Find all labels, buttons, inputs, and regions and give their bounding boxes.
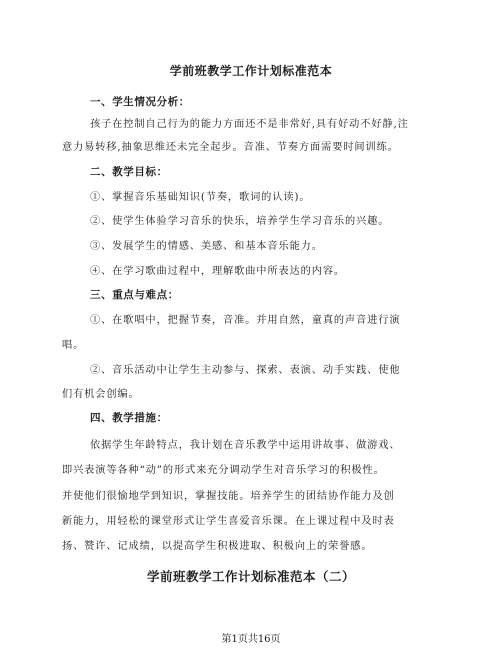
list-item: ①、在歌唱中，把握节奏，音准。并用自然，童真的声音进行演	[90, 315, 401, 326]
list-item-continuation: 唱。	[62, 340, 85, 351]
section-heading-key-points: 三、重点与难点：	[90, 289, 179, 301]
paragraph-line: 孩子在控制自己行为的能力方面还不是非常好,具有好动不好静,注	[90, 119, 409, 130]
paragraph-line: 并使他们很愉地学到知识，掌握技能。培养学生的团结协作能力及创	[62, 491, 395, 502]
section-heading-teaching-measures: 四、教学措施：	[90, 412, 168, 424]
page-number-footer: 第1页共16页	[221, 634, 281, 645]
paragraph-line: 扬、赞许、记成绩，以提高学生积极进取、积极向上的荣誉感。	[62, 541, 373, 552]
list-item: ①、掌握音乐基础知识(节奏，歌词的认读)。	[90, 192, 311, 203]
list-item: ④、在学习歌曲过程中，理解歌曲中所表达的内容。	[90, 266, 346, 277]
list-item: ②、使学生体验学习音乐的快乐，培养学生学习音乐的兴趣。	[90, 216, 390, 227]
paragraph-line: 即兴表演等各种“动”的形式来充分调动学生对音乐学习的积极性。	[62, 465, 385, 476]
paragraph-line: 意力易转移,抽象思维还未完全起步。音准、节奏方面需要时间训练。	[62, 142, 399, 153]
paragraph-line: 新能力，用轻松的课堂形式让学生喜爱音乐课。在上课过程中及时表	[62, 516, 395, 527]
section-heading-student-analysis: 一、学生情况分析：	[90, 96, 190, 108]
next-section-title: 学前班教学工作计划标准范本（二）	[146, 569, 355, 584]
list-item: ②、音乐活动中让学生主动参与、探索、表演、动手实践、使他	[90, 365, 401, 376]
section-heading-teaching-goals: 二、教学目标：	[90, 166, 168, 178]
list-item: ③、发展学生的情感、美感、和基本音乐能力。	[90, 241, 323, 252]
paragraph-line: 依据学生年龄特点，我计划在音乐教学中运用讲故事、做游戏、	[90, 440, 401, 451]
document-title: 学前班教学工作计划标准范本	[169, 64, 333, 78]
list-item-continuation: 们有机会创编。	[62, 389, 140, 400]
